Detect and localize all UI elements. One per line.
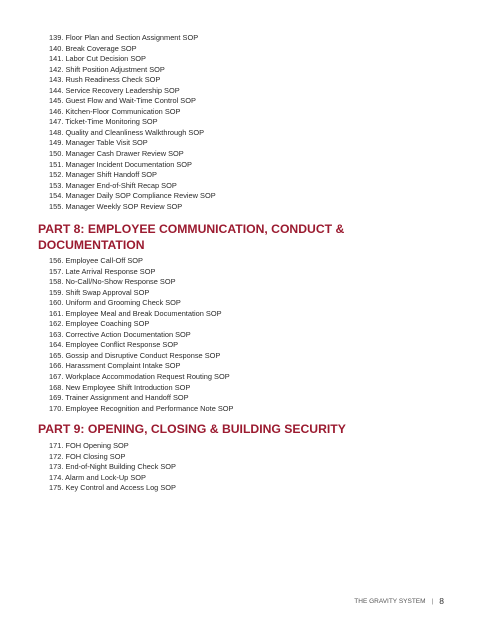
- sop-list-item: 152. Manager Shift Handoff SOP: [49, 170, 157, 180]
- sop-list-item: 145. Guest Flow and Wait-Time Control SOP: [49, 96, 196, 106]
- sop-list-part-9: [49, 441, 176, 494]
- page-number: 8: [439, 596, 444, 606]
- sop-list-item: 154. Manager Daily SOP Compliance Review SOP: [49, 191, 216, 201]
- page-footer: [354, 596, 444, 606]
- sop-list-item: 170. Employee Recognition and Performance Note SOP: [49, 403, 234, 413]
- sop-list-item: 150. Manager Cash Drawer Review SOP: [49, 149, 184, 159]
- sop-list-part-7: [49, 33, 216, 212]
- sop-list-item: 146. Kitchen-Floor Communication SOP: [49, 106, 181, 116]
- section-heading-part-9: PART 9: OPENING, CLOSING & BUILDING SECURITY: [38, 422, 346, 436]
- sop-list-item: 142. Shift Position Adjustment SOP: [49, 64, 165, 74]
- sop-list-item: 173. End-of-Night Building Check SOP: [49, 462, 176, 472]
- footer-brand: THE GRAVITY SYSTEM: [354, 597, 426, 605]
- sop-list-item: 160. Uniform and Grooming Check SOP: [49, 298, 181, 308]
- sop-list-item: 147. Ticket-Time Monitoring SOP: [49, 117, 158, 127]
- sop-list-item: 155. Manager Weekly SOP Review SOP: [49, 201, 183, 211]
- sop-list-item: 165. Gossip and Disruptive Conduct Response SOP: [49, 350, 221, 360]
- sop-list-item: 172. FOH Closing SOP: [49, 451, 126, 461]
- sop-list-item: 141. Labor Cut Decision SOP: [49, 54, 146, 64]
- section-heading-part-8: PART 8: EMPLOYEE COMMUNICATION, CONDUCT & DOCUMENTATION: [38, 222, 345, 252]
- sop-list-item: 163. Corrective Action Documentation SOP: [49, 329, 191, 339]
- sop-list-item: 162. Employee Coaching SOP: [49, 319, 150, 329]
- sop-list-item: 168. New Employee Shift Introduction SOP: [49, 382, 191, 392]
- sop-list-item: 139. Floor Plan and Section Assignment SOP: [49, 33, 199, 42]
- sop-list-item: 140. Break Coverage SOP: [49, 43, 137, 53]
- sop-list-item: 143. Rush Readiness Check SOP: [49, 75, 161, 85]
- sop-list-part-8: [49, 256, 233, 414]
- sop-list-item: 149. Manager Table Visit SOP: [49, 138, 148, 148]
- sop-list-item: 167. Workplace Accommodation Request Routing SOP: [49, 372, 230, 382]
- footer-separator: |: [431, 597, 434, 605]
- sop-list-item: 169. Trainer Assignment and Handoff SOP: [49, 393, 189, 403]
- sop-list-item: 166. Harassment Complaint Intake SOP: [49, 361, 181, 371]
- sop-list-item: 159. Shift Swap Approval SOP: [49, 287, 150, 297]
- sop-list-item: 171. FOH Opening SOP: [49, 441, 129, 450]
- sop-list-item: 156. Employee Call-Off SOP: [49, 256, 143, 265]
- sop-list-item: 144. Service Recovery Leadership SOP: [49, 85, 180, 95]
- sop-list-item: 158. No-Call/No-Show Response SOP: [49, 277, 176, 287]
- sop-list-item: 148. Quality and Cleanliness Walkthrough SOP: [49, 127, 205, 137]
- sop-list-item: 175. Key Control and Access Log SOP: [49, 483, 176, 493]
- sop-list-item: 161. Employee Meal and Break Documentation SOP: [49, 308, 222, 318]
- sop-list-item: 164. Employee Conflict Response SOP: [49, 340, 178, 350]
- sop-list-item: 157. Late Arrival Response SOP: [49, 266, 156, 276]
- sop-list-item: 174. Alarm and Lock-Up SOP: [49, 472, 146, 482]
- sop-list-item: 151. Manager Incident Documentation SOP: [49, 159, 192, 169]
- sop-list-item: 153. Manager End-of-Shift Recap SOP: [49, 180, 177, 190]
